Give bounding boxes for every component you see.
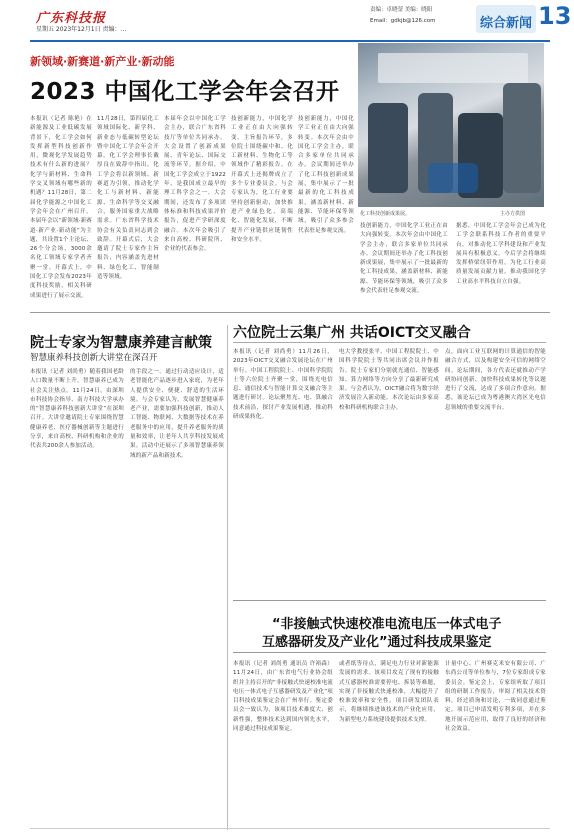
lead-column-7: 据悉，中国化工学会年会已成为化工学会联系科技工作者的重要平台，对推动化工学科建设和产业发展具有积极意义。今后学会将继续发挥桥梁纽带作用，为化工行业高质量发展贡献力量，推动我国化学工业高水平科技自立自强。 (456, 223, 546, 285)
story2-subhead: 智慧康养科技创新大讲堂在深召开 (30, 353, 158, 363)
story2-column-1: 本报讯（记者 刘尚勇）随着我国老龄人口数量不断上升，智慧康养已成为社会关注热点。11月24日，由深圳市科技协会指导、南方科技大学承办的“智慧康养科技创新大讲堂”在深圳召开。大讲堂邀请院士专家围绕智慧健康养老、医疗器械创新等主题进行分享，来自高校、科研机构和企业的代表共200余人参加活动。 (30, 369, 124, 450)
story4-column-3: 计量中心、广州赛克米安有限公司、广东尚公司等单位参与，7位专家组成专家委员会。鉴定会上，专家组听取了项目组的研制工作报告，审阅了相关技术资料，经过质询和讨论，一致同意通过鉴定。项目已申请发明专利多项，并在多地开展示范应用，取得了良好的经济和社会效益。 (445, 661, 546, 733)
story4-column-2: 或者纸等待点，满足电力行业对新能源发展的需求。该项目攻克了现有的接触式互感器校准需要停电、拆装等难题，实现了非接触式快速校准，大幅提升了校准效率和安全性。项目研发团队表示，将继续推进该技术的产业化应用，为新型电力系统建设提供技术支撑。 (339, 661, 439, 723)
newspaper-logo: 广东科技报 (36, 11, 107, 26)
story4-column-1: 本报讯（记者 刘尚勇 通讯员 许裕森）11月24日，由广东省电气行业协会组织并主持召开的“非接触式快速校准电流电压一体式电子互感器研发及产业化”项目科技成果鉴定会在广州举行。鉴定委员会一致认为，该项目技术难度大、创新性强，整体技术达到国内领先水平，同意通过科技成果鉴定。 (233, 661, 333, 733)
page-number: 13 (538, 2, 572, 30)
dateline: 星期五 2023年12月1日 责编：… (36, 26, 127, 33)
footer-rule (30, 828, 550, 829)
story2-column-2: 的手段之一。通过行动适应设计，适老智能化产品逐步进入家庭，为老年人提供安全、便捷、舒适的生活环境。与会专家认为，发展智慧健康养老产业，需要加强科技创新，推动人工智能、物联网、大数据等技术在养老服务中的应用，提升养老服务的质量和效率，让老年人共享科技发展成果。活动中还展示了多项智慧康养领域的新产品和新技术。 (130, 369, 224, 459)
lead-photo-caption: 化工科技创新成果展。 (360, 211, 411, 217)
story2-headline: 院士专家为智慧康养建言献策 (30, 335, 212, 351)
section-divider (30, 312, 550, 313)
story4-bottom-rule (233, 652, 546, 653)
editor-email: Email：gdkjb@126.com (370, 18, 436, 24)
story4-top-rule (233, 600, 546, 601)
lead-headline: 2023 中国化工学会年会召开 (30, 79, 340, 105)
lead-column-6: 技创新能力，中国化学工业正在由大向强转变。本次年会由中国化工学会主办，联合多家单位共同承办。会议期间还举办了化工科技创新成果展，集中展示了一批最新的化工科技成果，涵盖新材料、新能源、节能环保等领域，吸引了众多参会代表驻足参观交流。 (360, 223, 448, 295)
lead-column-5: 技创新能力，中国化学工业正在由大向强转变。本次年会由中国化工学会主办，联合多家单位共同承办。会议期间还举办了化工科技创新成果展，集中展示了一批最新的化工科技成果，涵盖新材料、新能源、节能环保等领域，吸引了众多参会代表驻足参观交流。 (298, 116, 354, 234)
story3-column-3: 点，面向工业互联网的计算通信的智能融合方式，以及构建安全可信的网络空间。论坛期间，各方代表还就推动产学研协同创新、加快科技成果转化等议题进行了交流，达成了多项合作意向。据悉，该论坛已成为粤港澳大湾区光电信息领域的重要交流平台。 (445, 349, 546, 411)
lead-kicker: 新领域·新赛道·新产业·新动能 (30, 55, 175, 68)
column-divider (227, 325, 228, 830)
section-title: 综合新闻 (480, 16, 533, 31)
lead-photo-credit: 主办方供图 (500, 211, 526, 217)
story3-column-1: 本报讯（记者 刘尚勇）11月26日，2023年OICT交叉融合发展论坛在广州举行。中国工程院院士、中国科学院院士等六位院士齐聚一堂，围绕光电信息、通信技术与智能计算交叉融合等主题进行研讨。论坛聚焦光、电、算融合技术前沿，探讨产业发展机遇，推动科研成果转化。 (233, 349, 333, 421)
lead-column-3: 本届年会以中国化工学会主办，联合广东省科技厅等单位共同承办。大会设置了创新成果展、青年论坛、国际交流等环节。据介绍，中国化工学会成立于1922年，是我国成立最早的理工科学会之一。大会期间，还发布了多项团体标准和科技成果评价报告，促进产学研深度融合。本次年会吸引了来自高校、科研院所、企业的代表参会。 (164, 116, 226, 253)
story3-headline: 六位院士云集广州 共话OICT交叉融合 (233, 325, 471, 341)
top-rule (30, 40, 550, 42)
lead-column-2: 11月28日，第四届化工领域国际化、新学科、新业态与低碳转型论坛暨中国化工学会年会开幕。化工学会理事长戴厚良在致辞中指出，化工学会将以新领域、新赛道为引领，推动化学化工与新材料、新能源、生命科学等交叉融合，服务国家重大战略需求。广东省科学技术协会有关负责同志到会致辞。开幕式后，大会邀请了院士专家作主旨报告，内容涵盖先进材料、绿色化工、智能制造等领域。 (97, 116, 159, 281)
lead-photo (358, 43, 544, 207)
lead-column-4: 技创新能力，中国化学工业正在由大向强转变。主旨报告环节，多位院士围绕碳中和、化工新材料、生物化工等领域作了精彩报告。在开幕式上还揭牌成立了多个专业委员会。与会专家认为，化工行业要坚持创新驱动，加快推进产业绿色化、高端化、智能化发展，不断提升产业链供应链韧性和安全水平。 (231, 116, 293, 243)
story3-rule (233, 342, 546, 343)
editor-credit: 责编：卓晓蓥 美编：晓阳 (370, 7, 433, 13)
lead-column-1: 本报讯（记者 陈艳）在新能源及工业低碳发展背景下，化工学会如何发挥新型科技创新作用，微观化学发展趋势技术有什么新的进展？化学与新材料、生命科学交叉领域有哪些新的机遇？11月28日，第二届化学能源之中国化工学会年会在广州召开。本届年会以“新领域·新赛道·新产业·新动能”为主题，共设置1个主论坛、26个分会场，3000余名化工领域专家学者齐聚一堂。开幕式上，中国化工学会发布2023年度科技奖励，相关科研成果进行了展示交流。 (30, 116, 92, 299)
story3-column-2: 电大学教授张平，中国工程院院士、中国科学院院士等共同出席会议并作报告。院士专家们分别就光通信、智能感知、算力网络等方向分享了最新研究成果。与会者认为，OICT融合将为数字经济发展注入新动能。本次论坛由多家高校和科研机构联合主办。 (339, 349, 439, 411)
story4-headline-line2: 互感器研发及产业化”通过科技成果鉴定 (262, 635, 492, 650)
story4-headline-line1: “非接触式快速校准电流电压一体式电子 (272, 617, 502, 632)
